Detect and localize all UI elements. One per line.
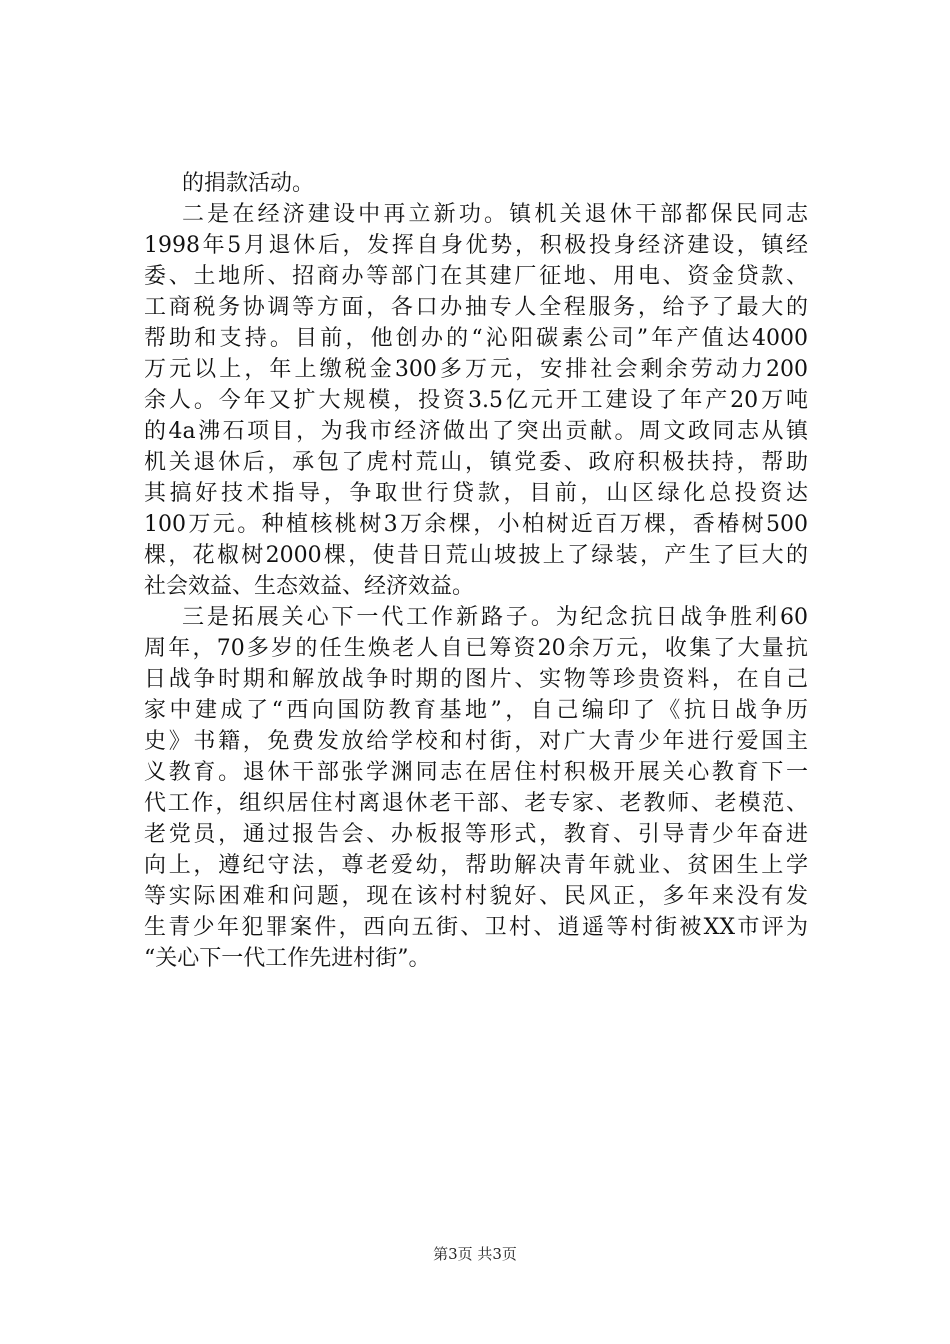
text-line: 家中建成了“西向国防教育基地”，自己编印了《抗日战争历 bbox=[144, 698, 808, 723]
text-line: 日战争时期和解放战争时期的图片、实物等珍贵资料，在自己 bbox=[144, 667, 808, 692]
text-line: 其搞好技术指导，争取世行贷款，目前，山区绿化总投资达 bbox=[144, 481, 808, 506]
text-line: 棵，花椒树2000棵，使昔日荒山坡披上了绿装，产生了巨大的 bbox=[144, 543, 808, 568]
text-line: 帮助和支持。目前，他创办的“沁阳碳素公司”年产值达4000 bbox=[144, 326, 808, 351]
text-line: 周年，70多岁的任生焕老人自已筹资20余万元，收集了大量抗 bbox=[144, 636, 808, 661]
text-line: 的4a沸石项目，为我市经济做出了突出贡献。周文政同志从镇 bbox=[144, 419, 808, 444]
text-line: 委、土地所、招商办等部门在其建厂征地、用电、资金贷款、 bbox=[144, 264, 808, 289]
text-line: 机关退休后，承包了虎村荒山，镇党委、政府积极扶持，帮助 bbox=[144, 450, 808, 475]
text-line: 向上，遵纪守法，尊老爱幼，帮助解决青年就业、贫困生上学 bbox=[144, 853, 808, 878]
text-line: 1998年5月退休后，发挥自身优势，积极投身经济建设，镇经 bbox=[144, 233, 808, 258]
text-line: 二是在经济建设中再立新功。镇机关退休干部都保民同志 bbox=[182, 202, 808, 227]
text-line: 的捐款活动。 bbox=[182, 171, 315, 196]
text-line: 代工作，组织居住村离退休老干部、老专家、老教师、老模范、 bbox=[144, 791, 808, 816]
text-line: 工商税务协调等方面，各口办抽专人全程服务，给予了最大的 bbox=[144, 295, 808, 320]
text-line: “关心下一代工作先进村街”。 bbox=[144, 946, 431, 971]
text-line: 100万元。种植核桃树3万余棵，小柏树近百万棵，香椿树500 bbox=[144, 512, 808, 537]
text-line: 社会效益、生态效益、经济效益。 bbox=[144, 574, 475, 599]
document-body bbox=[144, 168, 808, 974]
page-footer: 第3页 共3页 bbox=[433, 1245, 517, 1263]
text-line: 等实际困难和问题，现在该村村貌好、民风正，多年来没有发 bbox=[144, 884, 808, 909]
text-line: 万元以上，年上缴税金300多万元，安排社会剩余劳动力200 bbox=[144, 357, 808, 382]
text-line: 生青少年犯罪案件，西向五街、卫村、逍遥等村街被XX市评为 bbox=[144, 915, 808, 940]
text-line: 义教育。退休干部张学渊同志在居住村积极开展关心教育下一 bbox=[144, 760, 808, 785]
text-line: 余人。今年又扩大规模，投资3.5亿元开工建设了年产20万吨 bbox=[144, 388, 808, 413]
text-line: 史》书籍，免费发放给学校和村街，对广大青少年进行爱国主 bbox=[144, 729, 808, 754]
text-line: 老党员，通过报告会、办板报等形式，教育、引导青少年奋进 bbox=[144, 822, 808, 847]
text-line: 三是拓展关心下一代工作新路子。为纪念抗日战争胜利60 bbox=[182, 605, 808, 630]
